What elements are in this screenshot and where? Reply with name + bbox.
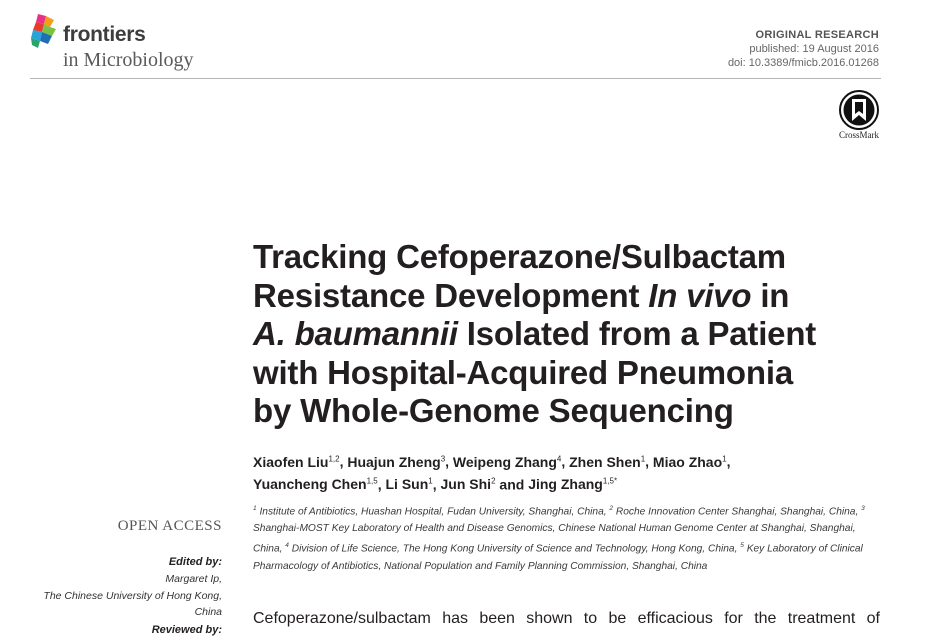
editor-affiliation: China (194, 606, 222, 618)
journal-logo[interactable] (30, 12, 230, 72)
frontiers-logo-icon (30, 14, 60, 52)
published-date: published: 19 August 2016 (749, 43, 879, 55)
article-type: ORIGINAL RESEARCH (755, 29, 879, 41)
title-line: Tracking Cefoperazone/Sulbactam (253, 238, 786, 275)
author-link[interactable]: Weipeng Zhang$^4$ (452, 453, 562, 470)
article-meta (728, 28, 879, 70)
abstract-text: Cefoperazone/sulbactam has been shown to be efficacious for the treatment of (253, 610, 880, 627)
open-access-label: OPEN ACCESS (117, 518, 222, 534)
editor-affiliation: The Chinese University of Hong Kong, (43, 589, 222, 602)
brand-name: frontiers (63, 23, 146, 46)
author-link[interactable]: Miao Zhao$^1$ (652, 453, 727, 470)
title-line (253, 277, 893, 316)
header-divider (30, 78, 881, 79)
journal-name: in Microbiology (63, 49, 194, 71)
author-list (253, 449, 893, 494)
title-italic: In vivo (648, 276, 752, 314)
title-line: with Hospital-Acquired Pneumonia (253, 353, 793, 391)
author-link[interactable]: Jing Zhang$^{1,5*}$ (528, 476, 618, 493)
title-line: by Whole-Genome Sequencing (253, 392, 734, 429)
editor-name[interactable]: Margaret Ip, (165, 573, 222, 585)
crossmark-label: CrossMark (839, 130, 879, 140)
title-line (253, 315, 893, 354)
author-line: Yuancheng Chen$^{1,5}$, Li Sun$^1$, Jun Shi$^2$ and Jing Zhang$^{1,5*}$ (253, 476, 618, 493)
doi-link[interactable]: doi: 10.3389/fmicb.2016.01268 (727, 57, 879, 69)
author-link[interactable]: Huajun Zheng$^3$ (347, 453, 446, 470)
author-line: Xiaofen Liu$^{1,2}$, Huajun Zheng$^3$, Weipeng Zhang$^4$, Zhen Shen$^1$, Miao Zhao$^1$, (253, 453, 731, 470)
author-link[interactable]: Yuancheng Chen$^{1,5}$ (253, 476, 378, 493)
affiliations: $^1$ Institute of Antibiotics, Huashan Hospital, Fudan University, Shanghai, China, $^2$ Roche Innovation Center Shanghai, Shanghai, China, $^3$ Shanghai-MOST Key Laboratory of Health and Disease Genomics, Chinese National Human Genome Center at Shanghai, Shanghai, China, $^4$ Division of Life Science, The Hong Kong University of Science and Technology, Hong Kong, China, $^5$ Key Laboratory of Clinical Pharmacology of Antibiotics, National Population and Family Planning Commission, Shanghai, China (253, 505, 865, 572)
edited-by-heading: Edited by: (168, 556, 222, 568)
author-link[interactable]: Li Sun$^1$ (385, 476, 433, 493)
crossmark-icon (839, 90, 879, 130)
editor-info (43, 571, 222, 621)
author-link[interactable]: Jun Shi$^2$ (440, 476, 496, 493)
crossmark-badge[interactable] (834, 90, 884, 142)
article-title (253, 238, 893, 431)
title-italic: A. baumannii (253, 315, 458, 352)
author-link[interactable]: Xiaofen Liu$^{1,2}$ (253, 453, 340, 470)
reviewed-by-heading: Reviewed by: (151, 624, 222, 636)
title-text: in (751, 276, 790, 314)
title-text: Resistance Development (253, 276, 649, 314)
title-text: Isolated from a Patient (457, 315, 817, 352)
author-link[interactable]: Zhen Shen$^1$ (569, 453, 646, 470)
